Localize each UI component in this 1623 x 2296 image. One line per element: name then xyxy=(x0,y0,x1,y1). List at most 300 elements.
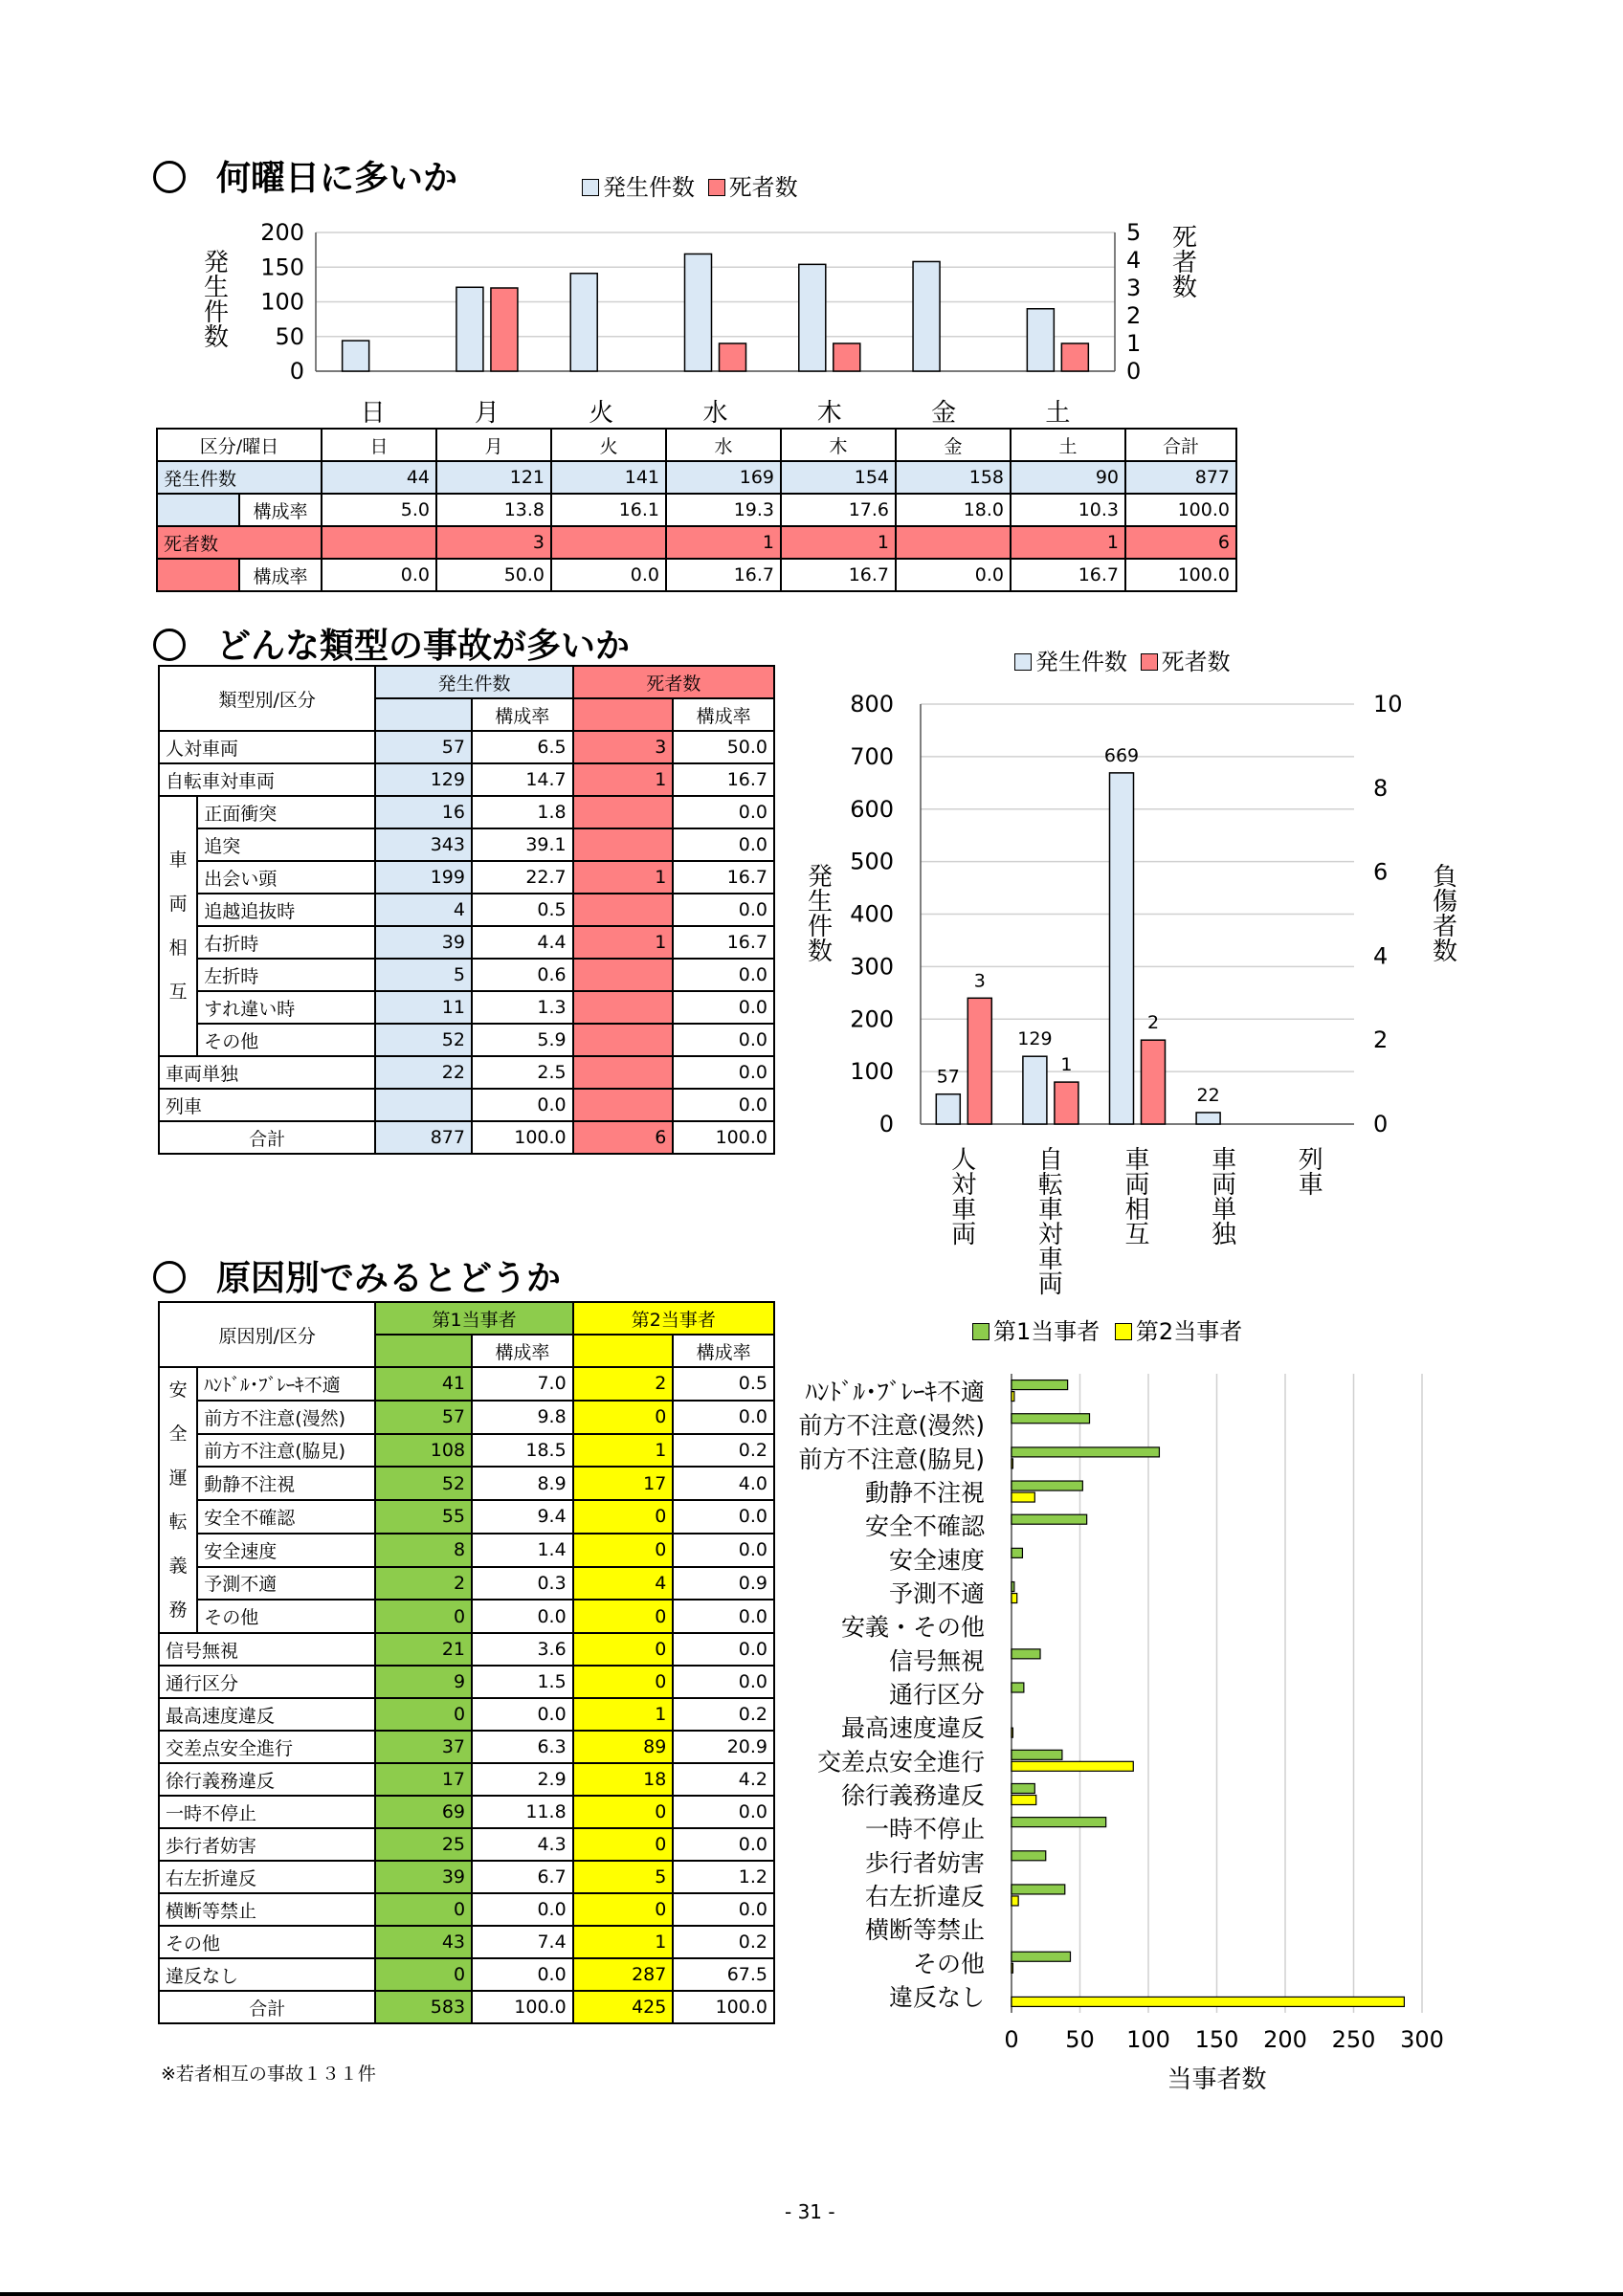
rate-b: 0.0 xyxy=(673,1500,774,1534)
table-row xyxy=(159,1796,774,1828)
row-label: 横断等禁止 xyxy=(159,1893,375,1926)
x-tick-label: 150 xyxy=(1194,2026,1239,2053)
count-cell: 90 xyxy=(1011,461,1125,494)
x-tick-label: 木 xyxy=(816,399,842,428)
y-tick-label: 通行区分 xyxy=(888,1681,985,1709)
legend-type: 発生件数 死者数 xyxy=(1014,643,1231,676)
value-b: 5 xyxy=(573,1861,674,1893)
y2-axis-title xyxy=(1433,863,1459,966)
svg-text:自: 自 xyxy=(1037,1146,1063,1175)
table-row xyxy=(159,1467,774,1500)
count-cell: 44 xyxy=(322,461,436,494)
value-b xyxy=(573,959,674,991)
y-tick-label: 500 xyxy=(850,848,894,875)
value-b: 425 xyxy=(573,1991,674,2023)
rate-a: 2.9 xyxy=(472,1763,573,1796)
y-tick-label: 300 xyxy=(850,953,894,981)
blank-cell xyxy=(573,1335,674,1367)
legend-swatch-yellow xyxy=(1115,1323,1132,1340)
rate-b: 16.7 xyxy=(673,763,774,796)
header-cell: 構成率 xyxy=(472,1335,573,1367)
svg-text:両: 両 xyxy=(1124,1171,1150,1200)
table-header-row xyxy=(157,429,1236,461)
y2-tick-label: 1 xyxy=(1126,330,1142,357)
table-row xyxy=(159,1056,774,1089)
row-label: 正面衝突 xyxy=(197,796,375,828)
table-row xyxy=(159,1666,774,1698)
y-tick-label: 安全不確認 xyxy=(864,1512,985,1541)
value-b: 17 xyxy=(573,1467,674,1500)
svg-text:相: 相 xyxy=(1124,1196,1150,1225)
group-label xyxy=(159,1367,197,1633)
rate-a: 0.0 xyxy=(472,1958,573,1991)
svg-text:生: 生 xyxy=(807,888,834,916)
rate-b: 1.2 xyxy=(673,1861,774,1893)
rate-cell: 18.0 xyxy=(896,494,1011,526)
rate-a: 0.0 xyxy=(472,1600,573,1633)
header-cell: 水 xyxy=(666,429,781,461)
y2-tick-label: 2 xyxy=(1126,302,1142,329)
svg-text:発: 発 xyxy=(807,863,834,892)
x-tick-label xyxy=(1038,1146,1063,1299)
svg-text:数: 数 xyxy=(1432,938,1458,966)
header-cell: 土 xyxy=(1011,429,1125,461)
x-tick-label: 土 xyxy=(1045,399,1071,428)
count-cell: 141 xyxy=(551,461,666,494)
rate-b: 0.2 xyxy=(673,1434,774,1468)
rate-a: 11.8 xyxy=(472,1796,573,1828)
row-label: すれ違い時 xyxy=(197,991,375,1024)
rate-a: 4.4 xyxy=(472,926,573,959)
death-cell: 1 xyxy=(781,526,896,559)
rate-b: 0.0 xyxy=(673,1024,774,1056)
bar-first-party xyxy=(1012,1649,1040,1659)
data-label-death: 3 xyxy=(973,970,986,992)
rate-b: 4.0 xyxy=(673,1467,774,1500)
group-label-text: 安全運転義務 xyxy=(168,1380,188,1621)
x-tick-label: 100 xyxy=(1126,2026,1170,2053)
rate-b: 0.0 xyxy=(673,828,774,861)
legend-swatch-blue xyxy=(582,179,599,196)
table-row xyxy=(159,1434,774,1468)
bar-death xyxy=(967,998,991,1124)
table-row xyxy=(159,1698,774,1731)
value-b xyxy=(573,828,674,861)
table-row xyxy=(159,1861,774,1893)
value-a: 0 xyxy=(375,1958,472,1991)
row-label: 右左折違反 xyxy=(159,1861,375,1893)
row-label: 前方不注意(脇見) xyxy=(197,1434,375,1468)
y-tick-label: ﾊﾝﾄﾞﾙ･ﾌﾞﾚｰｷ不適 xyxy=(805,1378,985,1406)
y2-axis-title xyxy=(1172,224,1197,302)
svg-text:数: 数 xyxy=(1171,274,1198,302)
row-label: 一時不停止 xyxy=(159,1796,375,1828)
svg-text:車: 車 xyxy=(1298,1171,1323,1200)
value-b xyxy=(573,1024,674,1056)
header-cell: 発生件数 xyxy=(375,666,572,698)
table-row xyxy=(159,731,774,763)
value-a: 8 xyxy=(375,1534,472,1567)
rate-b: 0.0 xyxy=(673,894,774,926)
group-label-text: 車両相互 xyxy=(168,850,188,1003)
footnote: ※若者相互の事故１３１件 xyxy=(161,2064,376,2085)
row-label: 車両単独 xyxy=(159,1056,375,1089)
y-axis-title xyxy=(204,249,229,352)
bar-death xyxy=(720,343,746,371)
value-a xyxy=(375,1089,472,1121)
table-row xyxy=(159,1926,774,1958)
value-a: 52 xyxy=(375,1467,472,1500)
bar-first-party xyxy=(1012,1818,1106,1827)
row-label: 動静不注視 xyxy=(197,1467,375,1500)
rate-cell: 10.3 xyxy=(1011,494,1125,526)
section-title-cause: 原因別でみるとどうか xyxy=(153,1251,561,1300)
y-tick-label: 前方不注意(漫然) xyxy=(798,1411,985,1440)
rate-b: 0.0 xyxy=(673,1089,774,1121)
rate-a: 0.0 xyxy=(472,1893,573,1926)
bar-second-party xyxy=(1012,1997,1404,2006)
count-cell: 158 xyxy=(896,461,1011,494)
table-row xyxy=(159,1600,774,1633)
rate-b: 0.0 xyxy=(673,1401,774,1434)
bar-death xyxy=(1061,343,1088,371)
cause-chart xyxy=(785,1358,1474,2114)
bar-second-party xyxy=(1012,1795,1036,1804)
value-b: 0 xyxy=(573,1666,674,1698)
rate-a: 0.3 xyxy=(472,1567,573,1601)
table-row xyxy=(159,796,774,828)
bar-count xyxy=(1027,309,1054,371)
header-cell: 日 xyxy=(322,429,436,461)
rate-cell: 0.0 xyxy=(551,559,666,591)
table-total-row xyxy=(159,1121,774,1154)
value-a: 11 xyxy=(375,991,472,1024)
svg-text:傷: 傷 xyxy=(1432,888,1458,916)
y-tick-label: 800 xyxy=(850,691,894,718)
row-label: 列車 xyxy=(159,1089,375,1121)
rate-cell: 5.0 xyxy=(322,494,436,526)
rate-cell: 16.7 xyxy=(1011,559,1125,591)
header-cell: 第1当事者 xyxy=(375,1302,572,1335)
rate-b: 0.0 xyxy=(673,1633,774,1666)
data-label-death: 2 xyxy=(1146,1012,1160,1034)
svg-text:車: 車 xyxy=(1124,1146,1150,1175)
row-label: 追越追抜時 xyxy=(197,894,375,926)
value-a: 129 xyxy=(375,763,472,796)
bar-first-party xyxy=(1012,1380,1068,1390)
value-b xyxy=(573,1089,674,1121)
svg-text:互: 互 xyxy=(1124,1221,1150,1249)
svg-text:対: 対 xyxy=(1037,1221,1063,1249)
page-bottom-rule xyxy=(0,2292,1623,2296)
rate-cell: 100.0 xyxy=(1125,494,1236,526)
rate-a: 100.0 xyxy=(472,1991,573,2023)
y2-tick-label: 6 xyxy=(1373,858,1389,886)
rate-cell: 19.3 xyxy=(666,494,781,526)
svg-text:転: 転 xyxy=(1037,1171,1063,1200)
value-b: 1 xyxy=(573,1698,674,1731)
weekday-chart xyxy=(191,215,1225,435)
blank-cell xyxy=(157,559,239,591)
value-b xyxy=(573,796,674,828)
y-tick-label: 200 xyxy=(850,1005,894,1033)
header-cell: 合計 xyxy=(1125,429,1236,461)
death-cell: 3 xyxy=(436,526,551,559)
header-cell: 月 xyxy=(436,429,551,461)
rate-cell: 0.0 xyxy=(322,559,436,591)
row-label: その他 xyxy=(197,1600,375,1633)
rate-cell: 17.6 xyxy=(781,494,896,526)
value-a: 21 xyxy=(375,1633,472,1666)
svg-text:列: 列 xyxy=(1298,1146,1323,1175)
bar-first-party xyxy=(1012,1885,1065,1894)
bar-count xyxy=(799,264,826,371)
rate-a: 1.4 xyxy=(472,1534,573,1567)
blank-cell xyxy=(573,698,674,731)
total-label: 合計 xyxy=(159,1121,375,1154)
rate-b: 100.0 xyxy=(673,1121,774,1154)
value-b: 3 xyxy=(573,731,674,763)
row-label: 前方不注意(漫然) xyxy=(197,1401,375,1434)
weekday-table xyxy=(156,428,1237,592)
y-tick-label: 横断等禁止 xyxy=(864,1916,985,1945)
table-row xyxy=(159,1500,774,1534)
death-cell xyxy=(551,526,666,559)
svg-text:車: 車 xyxy=(1037,1246,1063,1274)
value-b: 89 xyxy=(573,1731,674,1763)
rate-a: 5.9 xyxy=(472,1024,573,1056)
value-a: 25 xyxy=(375,1828,472,1861)
rate-a: 0.5 xyxy=(472,894,573,926)
rate-a: 39.1 xyxy=(472,828,573,861)
rate-cell: 100.0 xyxy=(1125,559,1236,591)
bar-first-party xyxy=(1012,1750,1062,1759)
value-b: 0 xyxy=(573,1500,674,1534)
y-tick-label: 歩行者妨害 xyxy=(864,1848,985,1877)
rate-b: 0.0 xyxy=(673,959,774,991)
value-b xyxy=(573,1056,674,1089)
row-label: 安全不確認 xyxy=(197,1500,375,1534)
y-tick-label: 700 xyxy=(850,742,894,770)
header-cell: 第2当事者 xyxy=(573,1302,774,1335)
svg-text:車: 車 xyxy=(1212,1146,1237,1175)
x-tick-label: 水 xyxy=(702,399,728,428)
y-tick-label: 0 xyxy=(878,1111,894,1137)
value-b: 0 xyxy=(573,1893,674,1926)
value-b: 1 xyxy=(573,1926,674,1958)
value-b: 1 xyxy=(573,861,674,894)
y2-tick-label: 0 xyxy=(1373,1111,1389,1137)
row-label: 左折時 xyxy=(197,959,375,991)
value-a: 55 xyxy=(375,1500,472,1534)
row-label: 出会い頭 xyxy=(197,861,375,894)
y2-tick-label: 8 xyxy=(1373,774,1389,802)
rate-a: 14.7 xyxy=(472,763,573,796)
bar-first-party xyxy=(1012,1851,1046,1861)
value-b xyxy=(573,991,674,1024)
cause-table xyxy=(158,1301,775,2024)
legend-weekday: 発生件数 死者数 xyxy=(582,168,798,202)
table-row xyxy=(159,1367,774,1401)
rate-b: 0.0 xyxy=(673,1796,774,1828)
rate-b: 16.7 xyxy=(673,861,774,894)
y-tick-label: 100 xyxy=(260,288,304,316)
value-a: 57 xyxy=(375,1401,472,1434)
bar-count xyxy=(1196,1113,1220,1124)
data-label-count: 22 xyxy=(1196,1084,1220,1106)
rate-a: 1.3 xyxy=(472,991,573,1024)
value-b: 1 xyxy=(573,763,674,796)
section-title-type: どんな類型の事故が多いか xyxy=(153,619,630,668)
count-cell: 121 xyxy=(436,461,551,494)
table-header-row xyxy=(159,1302,774,1335)
value-a: 52 xyxy=(375,1024,472,1056)
svg-text:両: 両 xyxy=(1037,1270,1063,1299)
row-label: 信号無視 xyxy=(159,1633,375,1666)
rate-a: 7.4 xyxy=(472,1926,573,1958)
y2-tick-label: 3 xyxy=(1126,275,1142,301)
bar-second-party xyxy=(1012,1594,1017,1603)
row-label: 歩行者妨害 xyxy=(159,1828,375,1861)
bar-death xyxy=(834,343,860,371)
circle-bullet-icon xyxy=(153,629,186,661)
section-title-weekday: 何曜日に多いか xyxy=(153,151,457,200)
bar-first-party xyxy=(1012,1514,1087,1524)
x-tick-label: 50 xyxy=(1065,2026,1095,2053)
table-row xyxy=(159,1893,774,1926)
rate-cell: 16.1 xyxy=(551,494,666,526)
header-cell: 構成率 xyxy=(673,698,774,731)
value-a: 0 xyxy=(375,1600,472,1633)
table-row xyxy=(159,1633,774,1666)
value-b: 0 xyxy=(573,1633,674,1666)
svg-text:件: 件 xyxy=(203,298,230,327)
blank-cell xyxy=(375,1335,472,1367)
row-label: 自転車対車両 xyxy=(159,763,375,796)
row-label: 右折時 xyxy=(197,926,375,959)
table-total-row xyxy=(159,1991,774,2023)
blank-cell xyxy=(375,698,472,731)
table-row xyxy=(159,991,774,1024)
rate-a: 6.5 xyxy=(472,731,573,763)
death-cell: 6 xyxy=(1125,526,1236,559)
data-label-death: 1 xyxy=(1060,1054,1073,1076)
rate-b: 0.0 xyxy=(673,796,774,828)
bar-count xyxy=(936,1094,960,1124)
rate-a: 6.7 xyxy=(472,1861,573,1893)
legend-swatch-red xyxy=(1141,653,1158,671)
x-tick-label xyxy=(1212,1146,1237,1249)
svg-text:者: 者 xyxy=(1432,913,1458,941)
value-a: 57 xyxy=(375,731,472,763)
svg-text:人: 人 xyxy=(951,1146,977,1175)
count-cell: 169 xyxy=(666,461,781,494)
rate-a: 6.3 xyxy=(472,1731,573,1763)
legend-swatch-green xyxy=(972,1323,989,1340)
rate-b: 0.5 xyxy=(673,1367,774,1401)
value-b: 0 xyxy=(573,1796,674,1828)
rate-cell: 50.0 xyxy=(436,559,551,591)
rate-a: 9.8 xyxy=(472,1401,573,1434)
x-tick-label: 金 xyxy=(931,399,957,428)
data-label-count: 57 xyxy=(936,1066,960,1088)
rate-b: 67.5 xyxy=(673,1958,774,1991)
table-row xyxy=(159,763,774,796)
rate-b: 0.0 xyxy=(673,1056,774,1089)
row-label: 安全速度 xyxy=(197,1534,375,1567)
y-tick-label: 600 xyxy=(850,795,894,823)
x-tick-label: 200 xyxy=(1263,2026,1307,2053)
y-tick-label: 最高速度違反 xyxy=(840,1714,985,1743)
value-a: 199 xyxy=(375,861,472,894)
table-row xyxy=(159,926,774,959)
bar-second-party xyxy=(1012,1896,1018,1906)
svg-text:車: 車 xyxy=(951,1196,977,1225)
svg-text:数: 数 xyxy=(807,938,834,966)
svg-text:生: 生 xyxy=(203,274,230,302)
value-a: 17 xyxy=(375,1763,472,1796)
y2-tick-label: 4 xyxy=(1126,247,1142,274)
rate-a: 0.6 xyxy=(472,959,573,991)
rate-a: 4.3 xyxy=(472,1828,573,1861)
rate-a: 1.5 xyxy=(472,1666,573,1698)
x-tick-label xyxy=(1124,1146,1149,1249)
row-label: 人対車両 xyxy=(159,731,375,763)
x-tick-label: 300 xyxy=(1400,2026,1444,2053)
svg-text:両: 両 xyxy=(951,1221,977,1249)
x-axis-title: 当事者数 xyxy=(1167,2065,1267,2094)
death-cell: 1 xyxy=(666,526,781,559)
y2-tick-label: 5 xyxy=(1126,219,1142,246)
x-tick-label: 日 xyxy=(360,399,386,428)
legend-swatch-blue xyxy=(1014,653,1032,671)
rate-a: 9.4 xyxy=(472,1500,573,1534)
table-row xyxy=(159,1731,774,1763)
table-row xyxy=(157,526,1236,559)
table-row xyxy=(159,1024,774,1056)
value-a: 4 xyxy=(375,894,472,926)
value-a: 69 xyxy=(375,1796,472,1828)
bar-first-party xyxy=(1012,1783,1034,1793)
x-tick-label xyxy=(1299,1146,1323,1200)
y-tick-label: 右左折違反 xyxy=(864,1882,985,1910)
table-row xyxy=(159,894,774,926)
header-cell: 構成率 xyxy=(673,1335,774,1367)
table-row xyxy=(157,494,1236,526)
rate-b: 0.2 xyxy=(673,1698,774,1731)
bar-first-party xyxy=(1012,1582,1014,1592)
value-b: 0 xyxy=(573,1534,674,1567)
header-cell: 原因別/区分 xyxy=(159,1302,375,1367)
bar-first-party xyxy=(1012,1447,1159,1457)
rate-b: 50.0 xyxy=(673,731,774,763)
value-a: 108 xyxy=(375,1434,472,1468)
value-b: 0 xyxy=(573,1401,674,1434)
table-row xyxy=(159,1401,774,1434)
bar-count xyxy=(913,261,940,371)
svg-text:単: 単 xyxy=(1212,1196,1237,1225)
row-label: 違反なし xyxy=(159,1958,375,1991)
value-a: 22 xyxy=(375,1056,472,1089)
bar-count xyxy=(685,254,712,371)
rate-a: 1.8 xyxy=(472,796,573,828)
rate-a: 8.9 xyxy=(472,1467,573,1500)
value-a: 0 xyxy=(375,1893,472,1926)
row-label: ﾊﾝﾄﾞﾙ･ﾌﾞﾚｰｷ不適 xyxy=(197,1367,375,1401)
svg-text:数: 数 xyxy=(203,323,230,352)
rate-b: 0.0 xyxy=(673,991,774,1024)
rate-b: 16.7 xyxy=(673,926,774,959)
